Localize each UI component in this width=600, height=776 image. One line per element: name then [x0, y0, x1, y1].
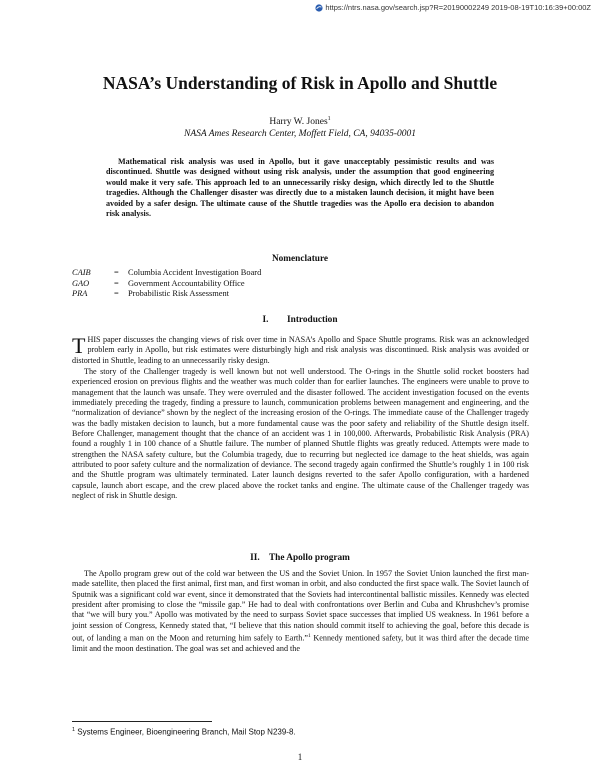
nomenclature-definition: Probabilistic Risk Assessment — [128, 289, 229, 298]
apollo-paragraph-1-continuation: Kennedy mentioned safety, but it was third after the decade time limit and the moon destination. The goal was set and achieved and the — [72, 633, 529, 654]
drop-cap: T — [72, 333, 86, 358]
nomenclature-equals: = — [114, 278, 119, 288]
nomenclature-definition: Government Accountability Office — [128, 278, 245, 288]
footnote-text: Systems Engineer, Bioengineering Branch, Mail Stop N239-8. — [75, 727, 296, 737]
footnote — [72, 727, 296, 737]
introduction-paragraph-1-text: HIS paper discusses the changing views of risk over time in NASA’s Apollo and Space Shuttle programs. Risk was an acknowledged problem early in Apollo, but risk estimates were disturbingly high and risk analysis was discontinued. Risk analysis was avoided or distorted in Shuttle, leading to an unnecessarily risky design. — [72, 335, 529, 365]
author-affiliation: NASA Ames Research Center, Moffett Field, CA, 94035-0001 — [183, 129, 416, 140]
abstract: Mathematical risk analysis was used in Apollo, but it gave unacceptably pessimistic results and was discontinued. Shuttle was designed without using risk analysis, under the assumption that good engineering would make it very safe. This approach led to an unnecessarily risky design, which directly led to the Shuttle tragedies. Although the Challenger disaster was directly due to a mistaken launch decision, it might have been avoided by a safer design. The ultimate cause of the Shuttle tragedies was the Apollo era decision to abandon risk analysis. — [106, 157, 494, 219]
introduction-paragraph-2: The story of the Challenger tragedy is well known but not well understood. The O-rings in the Shuttle solid rocket boosters had experienced erosion on previous flights and the weather was much colder than for earlier launches. The engineers were unable to prove to management that the launch was unsafe. They were overruled and the disaster followed. The accident investigation focused on the events immediately preceding the tragedy, finding a pressure to launch, communication problems between management and engineering, and the “normalization of deviance” shown by the neglect of the increasing erosion of the O-rings. The immediate cause of the Challenger tragedy was the badly mistaken decision to launch, but a more fundamental cause was the poor safety and reliability of the Shuttle design itself. Before Challenger, management thought that the chance of an accident was 1 in 100,000. Afterwards, Probabilistic Risk Analysis (PRA) found a roughly 1 in 100 chance of a Shuttle failure. The number of planned Shuttle flights was greatly reduced. Attempts were made to strengthen the NASA safety culture, but the Columbia tragedy, due to recurring but neglected ice damage to the heat shields, was again attributed to poor safety culture and the normalization of deviance. The second tragedy again confirmed the Shuttle’s roughly 1 in 100 risk and the Shuttle program was ultimately terminated. Later launch designs reverted to the safer Apollo configuration, with a hardened capsule, launch abort escape, and the crew placed above the rocket tanks and engine. The ultimate cause of the Challenger tragedy was neglect of risk in Shuttle design. — [72, 367, 529, 501]
nomenclature-abbr: GAO — [72, 278, 90, 288]
repository-stamp-text: https://ntrs.nasa.gov/search.jsp?R=20190002249 2019-08-19T10:16:39+00:00Z — [325, 3, 591, 12]
author-name: Harry W. Jones — [269, 117, 328, 128]
paper-title: NASA’s Understanding of Risk in Apollo and Shuttle — [102, 73, 498, 93]
nomenclature-heading: Nomenclature — [271, 254, 329, 264]
nomenclature-list — [72, 268, 261, 300]
introduction-paragraph-1 — [72, 335, 529, 366]
nomenclature-equals: = — [114, 289, 119, 298]
apollo-program-heading: II. The Apollo program — [250, 553, 350, 563]
apollo-paragraph-1 — [72, 569, 529, 654]
author-footnote-mark: 1 — [327, 116, 331, 122]
introduction-heading: I. Introduction — [262, 315, 338, 325]
author-block — [0, 113, 600, 140]
nomenclature-abbr: PRA — [72, 289, 88, 298]
ntrs-logo-icon — [315, 4, 323, 12]
nomenclature-abbr: CAIB — [72, 268, 91, 277]
nomenclature-equals: = — [114, 268, 119, 277]
footnote-reference: 1 — [308, 633, 311, 640]
nomenclature-item — [72, 268, 261, 279]
nomenclature-definition: Columbia Accident Investigation Board — [128, 268, 262, 277]
nomenclature-item — [72, 279, 261, 290]
nomenclature-item — [72, 289, 261, 300]
repository-stamp — [315, 3, 591, 12]
apollo-paragraph-1-text: The Apollo program grew out of the cold war between the US and the Soviet Union. In 1957 the Soviet Union launched the first man-made satellite, then placed the first animal, first man, and first woman in orbit, and also conducted the first space walk. The Soviet launch of Sputnik was a significant cold war event, since it demonstrated that the Soviets had intercontinental ballistic missiles. Kennedy was elected president after promising to close the “missile gap.” He had to deal with confrontations over Berlin and Cuba and Khrushchev’s promise that “we will bury you.” Apollo was motivated by the need to surpass Soviet space successes that implied US weakness. In 1961 before a joint session of Congress, Kennedy stated that, “I believe that this nation should commit itself to achieving the goal, before this decade is out, of landing a man on the Moon and returning him safely to Earth.” — [72, 569, 529, 643]
footnote-mark: 1 — [72, 727, 76, 733]
footnote-divider — [72, 721, 212, 722]
page-number: 1 — [297, 752, 303, 762]
